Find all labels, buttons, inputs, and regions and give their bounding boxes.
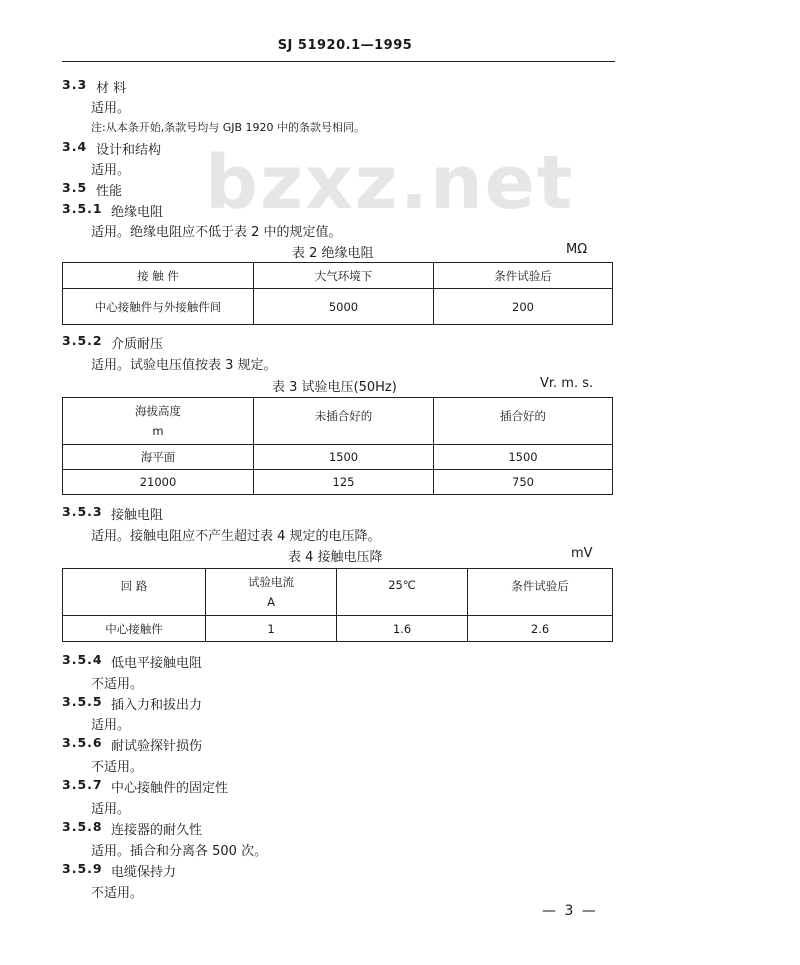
table-cell: 125 [254, 470, 434, 495]
table-header-cell: 回 路 [63, 569, 206, 616]
table-cell: 750 [434, 470, 613, 495]
section-body: 适用。 [91, 163, 131, 178]
section-number: 3.5.1 [62, 201, 103, 216]
section-number: 3.4 [62, 139, 88, 154]
table-cell: 1 [206, 616, 337, 642]
section-title: 连接器的耐久性 [111, 823, 203, 838]
table-cell: 1500 [254, 445, 434, 470]
table-header-cell: 未插合好的 [254, 398, 434, 445]
section-title: 接触电阻 [111, 508, 164, 523]
table-cell: 海平面 [63, 445, 254, 470]
section-number: 3.5.3 [62, 504, 103, 519]
table-row [63, 289, 613, 325]
section-number: 3.5.6 [62, 735, 103, 750]
table-cell: 2.6 [468, 616, 613, 642]
table-cell: 中心接触件与外接触件间 [63, 289, 254, 325]
table-header-cell: 大气环境下 [254, 263, 434, 289]
table-cell: 5000 [254, 289, 434, 325]
section-body: 适用。 [91, 718, 131, 733]
section-title: 材 料 [96, 81, 127, 96]
section-body: 适用。插合和分离各 500 次。 [91, 844, 268, 859]
table-header-cell [63, 398, 254, 445]
section-number: 3.3 [62, 77, 88, 92]
section-number: 3.5.7 [62, 777, 103, 792]
section-body: 适用。 [91, 802, 131, 817]
section-title: 低电平接触电阻 [111, 656, 203, 671]
section-number: 3.5.9 [62, 861, 103, 876]
section-note: 注:从本条开始,条款号均与 GJB 1920 中的条款号相同。 [91, 121, 365, 134]
table-header-row [63, 569, 613, 616]
section-body: 适用。绝缘电阻应不低于表 2 中的规定值。 [91, 225, 342, 240]
table-cell: 21000 [63, 470, 254, 495]
table4-caption: 表 4 接触电压降 [288, 550, 383, 565]
header-rule [62, 61, 615, 62]
table-row [63, 470, 613, 495]
table4-unit: mV [571, 546, 593, 561]
altitude-label: 海拔高度 [135, 404, 181, 418]
section-title: 耐试验探针损伤 [111, 739, 203, 754]
table-header-cell: 接 触 件 [63, 263, 254, 289]
page-number: — 3 — [542, 903, 598, 919]
table-header-cell [206, 569, 337, 616]
section-body: 不适用。 [91, 677, 144, 692]
table3-unit: Vr. m. s. [540, 376, 594, 391]
table-header-cell: 插合好的 [434, 398, 613, 445]
section-title: 中心接触件的固定性 [111, 781, 229, 796]
table-row [63, 616, 613, 642]
table-cell: 200 [434, 289, 613, 325]
table-header-row [63, 263, 613, 289]
section-body: 适用。 [91, 101, 131, 116]
table-cell: 1.6 [337, 616, 468, 642]
section-body: 不适用。 [91, 760, 144, 775]
table2-caption: 表 2 绝缘电阻 [292, 246, 374, 261]
document-code: SJ 51920.1—1995 [277, 38, 413, 53]
section-body: 适用。接触电阻应不产生超过表 4 规定的电压降。 [91, 529, 381, 544]
section-number: 3.5.2 [62, 333, 103, 348]
section-body: 适用。试验电压值按表 3 规定。 [91, 358, 277, 373]
table3 [62, 397, 613, 495]
table2-unit: MΩ [566, 242, 588, 257]
section-number: 3.5.5 [62, 694, 103, 709]
table-row [63, 445, 613, 470]
table-header-row [63, 398, 613, 445]
table-cell: 1500 [434, 445, 613, 470]
section-title: 介质耐压 [111, 337, 164, 352]
section-body: 不适用。 [91, 886, 144, 901]
table-header-cell: 条件试验后 [468, 569, 613, 616]
table4 [62, 568, 613, 642]
section-number: 3.5 [62, 180, 88, 195]
table2 [62, 262, 613, 325]
section-title: 设计和结构 [96, 143, 162, 158]
section-title: 性能 [96, 184, 123, 199]
table3-caption: 表 3 试验电压(50Hz) [272, 380, 397, 395]
section-number: 3.5.8 [62, 819, 103, 834]
section-title: 绝缘电阻 [111, 205, 164, 220]
table-header-cell: 条件试验后 [434, 263, 613, 289]
watermark: bzxz.net [205, 140, 575, 226]
test-current-unit: A [267, 595, 275, 609]
section-title: 电缆保持力 [111, 865, 177, 880]
section-number: 3.5.4 [62, 652, 103, 667]
table-header-cell: 25℃ [337, 569, 468, 616]
altitude-unit: m [152, 424, 164, 438]
test-current-label: 试验电流 [248, 575, 294, 589]
table-cell: 中心接触件 [63, 616, 206, 642]
section-title: 插入力和拔出力 [111, 698, 203, 713]
